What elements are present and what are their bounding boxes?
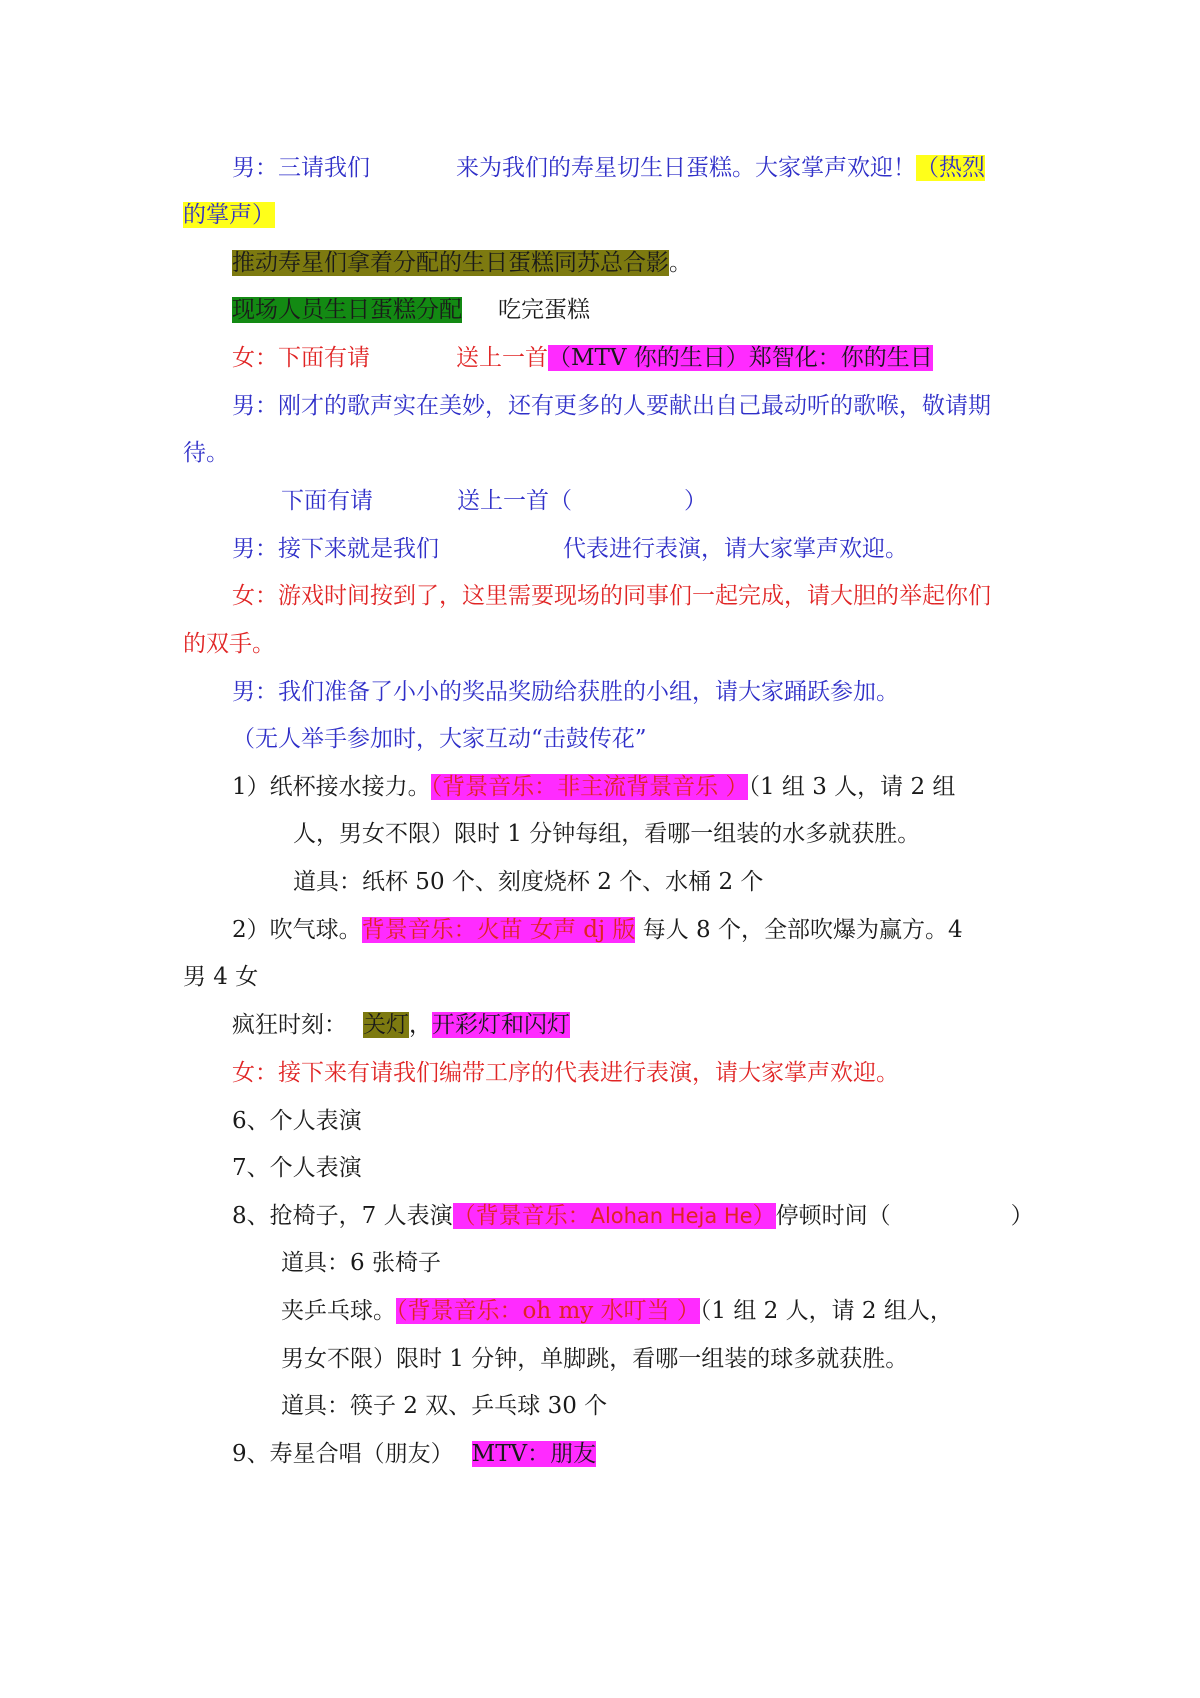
program-text: 6、个人表演 xyxy=(232,1108,362,1134)
props-text: 道具：6 张椅子 xyxy=(281,1250,441,1276)
script-line xyxy=(232,581,991,611)
line-text: ， xyxy=(409,1012,432,1038)
script-line xyxy=(183,438,229,468)
script-line xyxy=(281,486,707,516)
line-text: 停顿时间（ xyxy=(775,1203,891,1229)
music-label: （背景音乐： xyxy=(452,1203,591,1229)
line-text: 待。 xyxy=(183,440,229,466)
line-text: 送上一首 xyxy=(456,345,548,371)
game-rule: 男 4 女 xyxy=(183,964,259,990)
program-item xyxy=(232,1153,362,1183)
speaker-text: 男：我们准备了小小的奖品奖励给获胜的小组，请大家踊跃参加。 xyxy=(232,679,899,705)
props-line xyxy=(293,867,763,897)
music-highlight xyxy=(453,1203,776,1229)
game-rule-line xyxy=(183,962,258,992)
script-line xyxy=(232,343,933,373)
music-highlight: （MTV 你的生日）郑智化：你的生日 xyxy=(548,345,933,371)
props-line xyxy=(281,1248,441,1278)
game-title: 1）纸杯接水接力。 xyxy=(232,774,431,800)
highlight-note: 现场人员生日蛋糕分配 xyxy=(232,297,462,323)
music-highlight: （背景音乐：非主流背景音乐 ） xyxy=(430,774,749,800)
script-line xyxy=(232,1058,899,1088)
script-line xyxy=(183,629,275,659)
program-text: 9、寿星合唱（朋友） xyxy=(232,1441,454,1467)
script-line xyxy=(232,677,899,707)
speaker-text: 男：三请我们 xyxy=(232,155,370,181)
program-item xyxy=(232,1106,362,1136)
game-rule: 男女不限）限时 1 分钟，单脚跳，看哪一组装的球多就获胜。 xyxy=(281,1346,909,1372)
props-text: 道具：筷子 2 双、乒乓球 30 个 xyxy=(281,1393,608,1419)
script-line xyxy=(232,295,590,325)
game-item xyxy=(232,772,955,802)
line-text: 疯狂时刻： xyxy=(232,1012,347,1038)
music-highlight: 背景音乐：火苗 女声 dj 版 xyxy=(361,917,636,943)
crazy-moment-line xyxy=(232,1010,570,1040)
script-line xyxy=(232,724,647,754)
line-text: 的双手。 xyxy=(183,631,275,657)
game-title: 2）吹气球。 xyxy=(232,917,362,943)
game-rule: 每人 8 个，全部吹爆为赢方。4 xyxy=(635,917,963,943)
script-line xyxy=(232,391,991,421)
speaker-text: 男：刚才的歌声实在美妙，还有更多的人要献出自己最动听的歌喉，敬请期 xyxy=(232,393,991,419)
game-rule: （1 组 3 人，请 2 组 xyxy=(748,774,956,800)
music-close: ） xyxy=(752,1203,776,1229)
program-text: 8、抢椅子，7 人表演 xyxy=(232,1203,453,1229)
game-rule-line xyxy=(293,819,920,849)
line-text: 代表进行表演，请大家掌声欢迎。 xyxy=(563,536,908,562)
line-text: ） xyxy=(684,488,707,514)
game-rule: 人，男女不限）限时 1 分钟每组，看哪一组装的水多就获胜。 xyxy=(293,821,921,847)
line-text: 来为我们的寿星切生日蛋糕。大家掌声欢迎！ xyxy=(456,155,916,181)
line-text: 。 xyxy=(669,250,692,276)
highlight-note: 的掌声） xyxy=(183,202,275,228)
speaker-text: 女：下面有请 xyxy=(232,345,370,371)
game-item xyxy=(281,1296,953,1326)
highlight-note: （热烈 xyxy=(916,155,985,181)
line-text: （无人举手参加时，大家互动“击鼓传花” xyxy=(232,726,647,752)
script-line xyxy=(232,534,908,564)
line-text: 下面有请 xyxy=(281,488,373,514)
game-item xyxy=(232,915,963,945)
script-line xyxy=(232,153,985,183)
speaker-text: 女：游戏时间按到了，这里需要现场的同事们一起完成，请大胆的举起你们 xyxy=(232,583,991,609)
highlight-note: 推动寿星们拿着分配的生日蛋糕同苏总合影 xyxy=(232,250,669,276)
music-title: Alohan Heja He xyxy=(590,1204,753,1228)
music-highlight: MTV：朋友 xyxy=(471,1441,597,1467)
game-rule-line xyxy=(281,1344,908,1374)
script-line xyxy=(183,200,275,230)
program-item xyxy=(232,1201,1034,1231)
game-title: 夹乒乓球。 xyxy=(281,1298,396,1324)
props-text: 道具：纸杯 50 个、刻度烧杯 2 个、水桶 2 个 xyxy=(293,869,764,895)
game-rule: （1 组 2 人，请 2 组人， xyxy=(699,1298,953,1324)
speaker-text: 女：接下来有请我们编带工序的代表进行表演，请大家掌声欢迎。 xyxy=(232,1060,899,1086)
music-highlight: （背景音乐：oh my 水叮当 ） xyxy=(396,1298,700,1324)
line-text: ） xyxy=(1010,1203,1034,1229)
program-text: 7、个人表演 xyxy=(232,1155,362,1181)
props-line xyxy=(281,1391,607,1421)
program-item xyxy=(232,1439,596,1469)
line-text: 送上一首（ xyxy=(457,488,572,514)
line-text: 吃完蛋糕 xyxy=(498,297,590,323)
music-highlight: 开彩灯和闪灯 xyxy=(432,1012,570,1038)
script-line xyxy=(232,248,692,278)
speaker-text: 男：接下来就是我们 xyxy=(232,536,439,562)
highlight-note: 关灯 xyxy=(363,1012,409,1038)
